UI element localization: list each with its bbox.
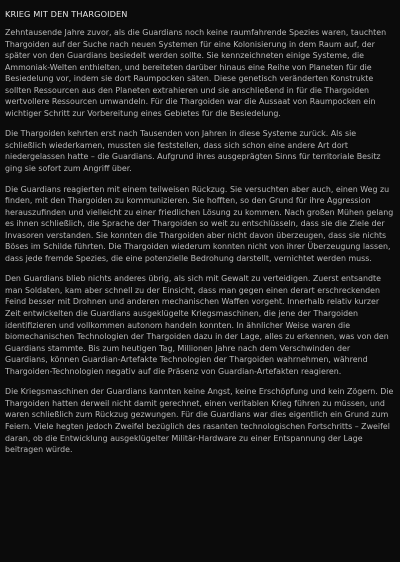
article-paragraph: Die Guardians reagierten mit einem teilweisen Rückzug. Sie versuchten aber auch, einen Weg zu finden, mit den Thargoiden zu kommunizieren. Sie hofften, so den Grund für ihre Aggression herauszufinden und vielleicht zu einer friedlichen Lösung zu kommen. Nach großen Mühen gelang es ihnen schließlich, die Sprache der Thargoiden so weit zu entschlüsseln, dass sie die Ziele der Invasoren verstanden. Sie konnten die Thargoiden aber nicht davon überzeugen, dass sie nichts Böses im Schilde führten. Die Thargoiden wiederum konnten nicht von ihrer Überzeugung lassen, dass jede fremde Spezies, die eine potenzielle Bedrohung darstellt, vernichtet werden muss. bbox=[5, 184, 394, 263]
article-paragraph: Die Kriegsmaschinen der Guardians kannten keine Angst, keine Erschöpfung und kein Zögern. Die Thargoiden hatten derweil nicht damit gerechnet, einen veritablen Krieg führen zu müssen, und waren schließlich zum Rückzug gezwungen. Für die Guardians war dies eigentlich ein Grund zum Feiern. Viele hegten jedoch Zweifel bezüglich des rasanten technologischen Fortschritts – Zweifel daran, ob die Entwicklung ausgeklügelter Militär-Hardware zu einer Entspannung der Lage beitragen würde. bbox=[5, 387, 394, 455]
article-paragraph: Die Thargoiden kehrten erst nach Tausenden von Jahren in diese Systeme zurück. Als sie schließlich wiederkamen, mussten sie feststellen, dass sich schon eine andere Art dort niedergelassen hatte – die Guardians. Aufgrund ihres ausgeprägten Sinns für territoriale Besitz ging sie sofort zum Angriff über. bbox=[5, 129, 381, 174]
article-paragraph: Zehntausende Jahre zuvor, als die Guardians noch keine raumfahrende Spezies waren, tauchten Thargoiden auf der Suche nach neuen Systemen für eine Kolonisierung in dem Raum auf, der später von den Guardians besiedelt werden sollte. Sie kennzeichneten einige Systeme, die Ammoniak-Welten enthielten, und bereiteten darüber hinaus eine Reihe von Planeten für die Besiedelung vor, indem sie dort Raumpocken säten. Diese genetisch veränderten Konstrukte sollten Ressourcen aus den Planeten extrahieren und sie anschließend in für die Thargoiden wertvollere Ressourcen umwandeln. Für die Thargoiden war die Aussaat von Raumpocken ein wichtiger Schritt zur Vorbereitung eines Gebietes für die Besiedelung. bbox=[5, 28, 387, 118]
article-title: KRIEG MIT DEN THARGOIDEN bbox=[5, 9, 128, 19]
article-paragraph: Den Guardians blieb nichts anderes übrig, als sich mit Gewalt zu verteidigen. Zuerst entsandte man Soldaten, kam aber schnell zu der Einsicht, dass man gegen einen derart erschreckenden Feind besser mit Drohnen und anderen mechanischen Waffen vorgeht. Innerhalb relativ kurzer Zeit entwickelten die Guardians ausgeklügelte Kriegsmaschinen, die jene der Thargoiden identifizieren und vollkommen autonom handeln konnten. In ähnlicher Weise waren die biomechanischen Technologien der Thargoiden dazu in der Lage, alles zu erkennen, was von den Guardians stammte. Bis zum heutigen Tag, Millionen Jahre nach dem Verschwinden der Guardians, können Guardian-Artefakte Technologien der Thargoiden wahrnehmen, während Thargoiden-Technologien negativ auf die Präsenz von Guardian-Artefakten reagieren. bbox=[5, 274, 389, 376]
